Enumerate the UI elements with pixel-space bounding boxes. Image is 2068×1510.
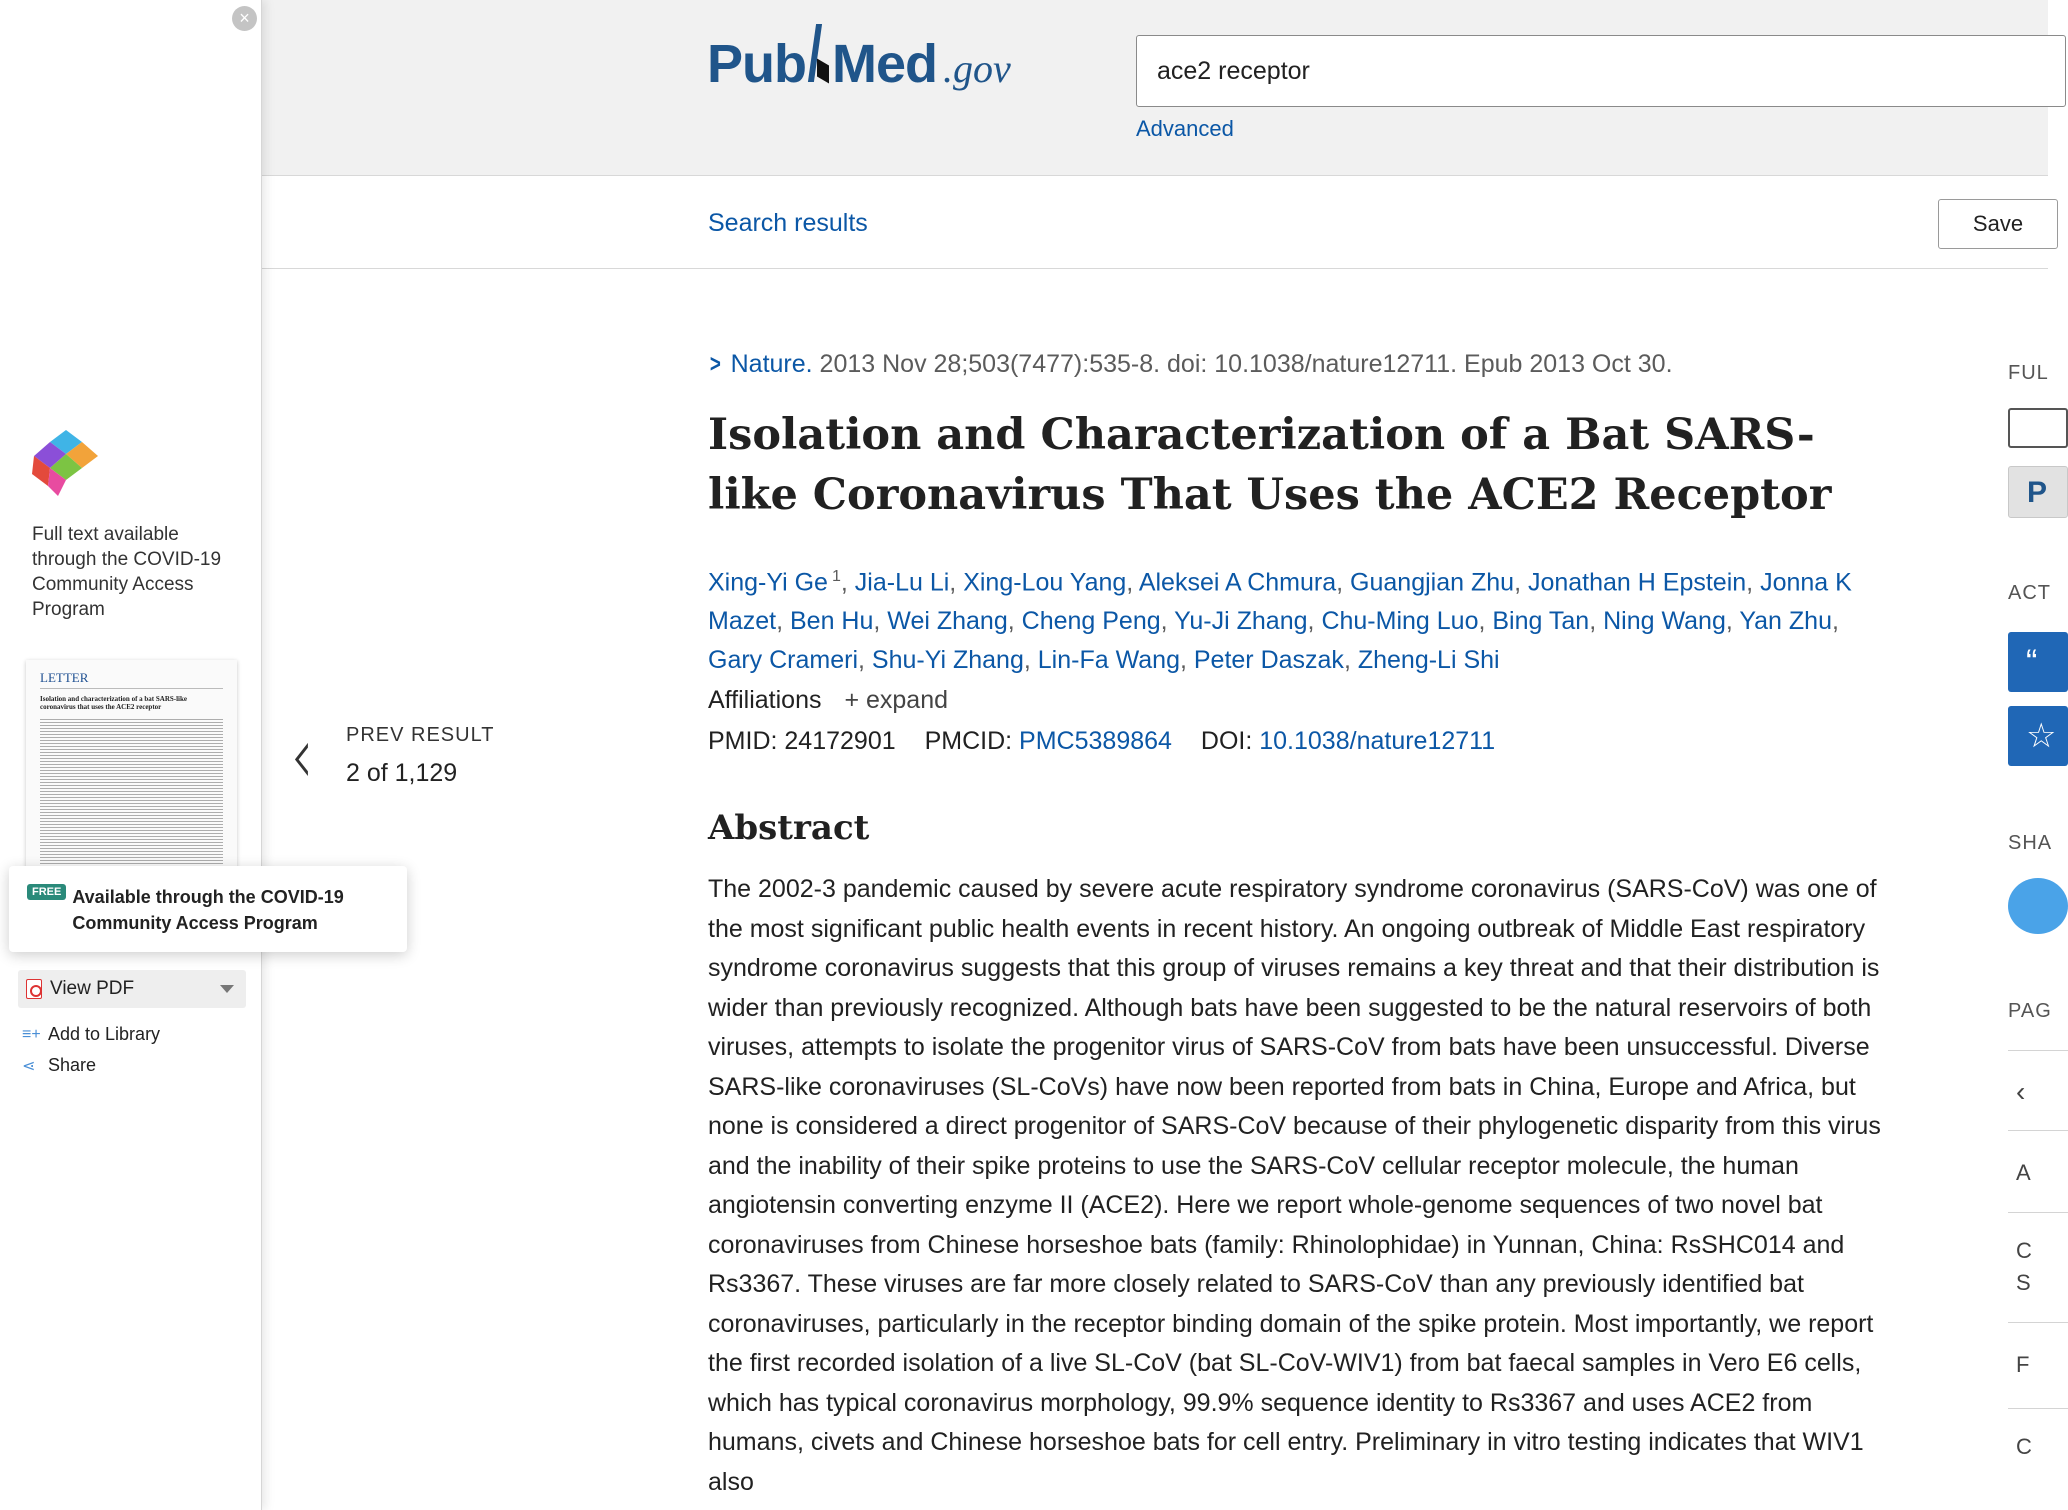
extension-logo-icon [30, 428, 102, 500]
author-link[interactable]: Jonna K Mazet [708, 568, 1852, 636]
add-list-icon: ≡+ [22, 1025, 41, 1043]
extension-sidebar [0, 0, 344, 1510]
nav-item[interactable]: A [2016, 1160, 2031, 1185]
abstract-heading: Abstract [708, 808, 870, 849]
free-badge: FREE [27, 884, 66, 900]
nav-chevron-left-icon[interactable]: ‹ [2016, 1076, 2026, 1107]
affiliation-number[interactable]: 1 [831, 568, 841, 585]
abstract-text: The 2002-3 pandemic caused by severe acute respiratory syndrome coronavirus (SARS-CoV) was one of the most significant public health events in recent history. An ongoing outbreak of Middle East respiratory syndrome coronavirus suggests that this group of viruses remains a key threat and that their distribution is wider than previously recognized. Although bats have been suggested to be the natural reservoirs of both viruses, attempts to isolate the progenitor virus of SARS-CoV from bats have been unsuccessful. Diverse SARS-like coronaviruses (SL-CoVs) have now been reported from bats in China, Europe and Africa, but none is considered a direct progenitor of SARS-CoV because of their phylogenetic disparity from this virus and the inability of their spike proteins to use the SARS-CoV cellular receptor molecule, the human angiotensin converting enzyme II (ACE2). Here we report whole-genome sequences of two novel bat coronaviruses from Chinese horseshoe bats (family: Rhinolophidae) in Yunnan, China: RsSHC014 and Rs3367. These viruses are far more closely related to SARS-CoV than any previously identified bat coronaviruses, particularly in the receptor binding domain of the spike protein. Most importantly, we report the first recorded isolation of a live SL-CoV (bat SL-CoV-WIV1) from bat faecal samples in Vero E6 cells, which has typical coronavirus morphology, 99.9% sequence identity to Rs3367 and uses ACE2 from humans, civets and Chinese horseshoe bats for cell entry. Preliminary in vitro testing indicates that WIV1 also [708, 875, 1881, 1496]
thumbnail-title: Isolation and characterization of a bat SARS-like coronavirus that uses the ACE2 receptor [40, 695, 187, 711]
nav-item[interactable]: C [2016, 1238, 2032, 1263]
logo-gov: .gov [943, 46, 1011, 91]
doi-link[interactable]: 10.1038/nature12711 [1259, 727, 1496, 756]
logo-med: Med [832, 34, 937, 94]
author-link[interactable]: Shu-Yi Zhang [871, 646, 1024, 675]
page-navigation-label: PAG [2008, 1000, 2052, 1022]
nav-divider [2008, 1212, 2068, 1213]
nav-item[interactable]: F [2016, 1352, 2030, 1377]
share-section-label: SHA [2008, 832, 2053, 854]
author-link[interactable]: Lin-Fa Wang [1037, 646, 1180, 675]
author-link[interactable]: Ning Wang [1603, 607, 1726, 636]
logo-pub: Pub [707, 34, 806, 94]
author-link[interactable]: Cheng Peng [1021, 607, 1161, 636]
author-link[interactable]: Guangjian Zhu [1350, 568, 1515, 597]
pubmed-logo[interactable] [707, 18, 1011, 118]
search-input[interactable] [1136, 35, 2066, 107]
prev-result-button[interactable] [286, 709, 495, 802]
close-icon[interactable]: × [232, 6, 257, 31]
thumbnail-heading: LETTER [40, 670, 223, 689]
thumbnail-text-lines [40, 717, 223, 867]
bookmark-icon [808, 18, 830, 82]
add-to-library-button[interactable] [22, 1024, 160, 1045]
author-link[interactable]: Yan Zhu [1739, 607, 1832, 636]
full-text-links-label: FUL [2008, 362, 2049, 384]
pmc-full-text-button[interactable]: P [2008, 466, 2068, 518]
pdf-icon [26, 979, 42, 999]
results-bar [262, 177, 2048, 269]
nav-item[interactable]: C [2016, 1434, 2032, 1459]
expand-label: expand [866, 686, 949, 715]
cite-button[interactable] [2008, 632, 2068, 692]
share-label: Share [48, 1055, 97, 1075]
author-link[interactable]: Wei Zhang [887, 607, 1008, 636]
citation [708, 350, 1898, 379]
view-pdf-button[interactable] [18, 970, 246, 1008]
search-results-link[interactable]: Search results [708, 209, 868, 237]
pmcid-label: PMCID: [924, 727, 1013, 756]
nav-divider [2008, 1408, 2068, 1409]
author-link[interactable]: Bing Tan [1492, 607, 1590, 636]
view-pdf-label: View PDF [50, 978, 135, 999]
author-link[interactable]: Yu-Ji Zhang [1174, 607, 1308, 636]
add-to-library-label: Add to Library [48, 1024, 161, 1044]
star-icon: ☆ [2026, 717, 2057, 755]
author-link[interactable]: Gary Crameri [708, 646, 859, 675]
affiliations [708, 686, 1898, 715]
share-icon: ⋖ [22, 1057, 36, 1075]
quote-icon: “ [2026, 643, 2038, 681]
doi-label: DOI: [1200, 727, 1253, 756]
chevron-down-icon[interactable] [220, 985, 234, 993]
chevron-left-icon: ‹ [290, 709, 314, 802]
full-text-link-box[interactable] [2008, 408, 2068, 448]
author-link[interactable]: Chu-Ming Luo [1321, 607, 1479, 636]
author-link[interactable]: Jonathan H Epstein [1527, 568, 1747, 597]
author-link[interactable]: Ben Hu [790, 607, 874, 636]
author-link[interactable]: Jia-Lu Li [854, 568, 950, 597]
header [262, 0, 2048, 176]
advanced-search-link[interactable]: Advanced [1136, 116, 1234, 141]
identifiers [708, 727, 1898, 756]
nav-divider [2008, 1050, 2068, 1051]
journal-link[interactable]: Nature. [730, 350, 813, 378]
availability-tooltip [9, 866, 407, 952]
nav-divider [2008, 1322, 2068, 1323]
author-link[interactable]: Zheng-Li Shi [1357, 646, 1500, 675]
share-button[interactable] [22, 1055, 96, 1076]
pmid-value: 24172901 [784, 727, 896, 756]
nav-item: S [2016, 1270, 2031, 1295]
article [708, 350, 1898, 1502]
affiliations-label: Affiliations [708, 686, 822, 715]
fulltext-note: Full text available through the COVID-19 Community Access Program [32, 524, 222, 620]
result-position: 2 of 1,129 [346, 759, 458, 787]
pmid-label: PMID: [708, 727, 778, 756]
expand-affiliations-button[interactable]: + expand [844, 686, 949, 715]
availability-text: Available through the COVID-19 Community Access Program [72, 887, 344, 933]
pmcid-link[interactable]: PMC5389864 [1019, 727, 1172, 756]
save-button[interactable]: Save [1938, 199, 2058, 249]
author-link[interactable]: Aleksei A Chmura [1138, 568, 1337, 597]
author-link[interactable]: Xing-Yi Ge [708, 568, 828, 597]
prev-result-label: PREV RESULT [346, 724, 495, 746]
author-link[interactable]: Xing-Lou Yang [963, 568, 1127, 597]
nav-divider [2008, 1130, 2068, 1131]
pdf-thumbnail[interactable] [26, 660, 237, 875]
article-title: Isolation and Characterization of a Bat SARS-like Coronavirus That Uses the ACE2 Receptor [708, 410, 1832, 520]
twitter-icon[interactable] [2008, 878, 2068, 934]
actions-label: ACT [2008, 582, 2051, 604]
favorites-button[interactable] [2008, 706, 2068, 766]
chevron-right-icon[interactable]: > [709, 350, 721, 378]
citation-details: 2013 Nov 28;503(7477):535-8. doi: 10.1038/nature12711. Epub 2013 Oct 30. [819, 350, 1673, 378]
author-link[interactable]: Peter Daszak [1193, 646, 1344, 675]
author-list: Xing-Yi Ge $^1$, Jia-Lu Li, Xing-Lou Yang, Aleksei A Chmura, Guangjian Zhu, Jonathan H Epstein, Jonna K Mazet, Ben Hu, Wei Zhang, Cheng Peng, Yu-Ji Zhang, Chu-Ming Luo, Bing Tan, Ning Wang, Yan Zhu, Gary Crameri, Shu-Yi Zhang, Lin-Fa Wang, Peter Daszak, Zheng-Li Shi [708, 568, 1852, 675]
